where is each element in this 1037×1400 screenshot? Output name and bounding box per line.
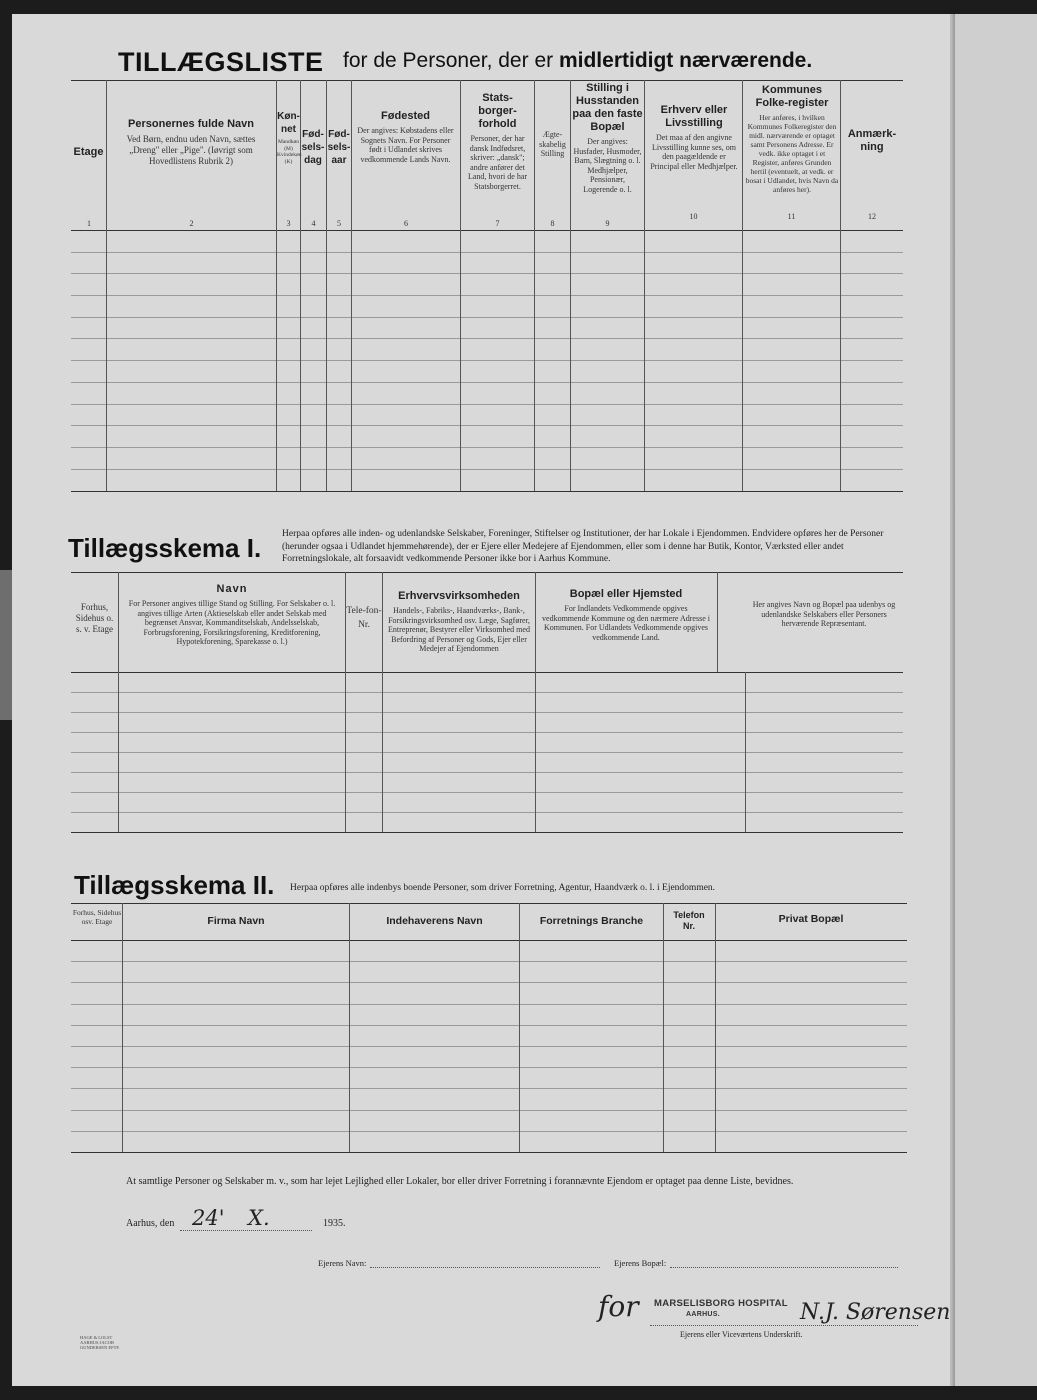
entry-row-line — [71, 317, 903, 318]
signature-prefix: for — [598, 1290, 639, 1323]
section-title-skema-2: Tillægsskema II. — [74, 870, 275, 900]
col-divider — [644, 80, 645, 491]
entry-row-line — [71, 1110, 907, 1111]
s1-header-name: Navn For Personer angives tillige Stand og Stilling. For Selskaber o. l. angives tillige Arten (Aktieselskab eller andet Selskab med begrænset Ansvar, Kommanditselskab, Andelsselskab, Forbrugsforening, Forsikringsforening, Kreditforening, Hypotekforening, Sparekasse o. l.) — [128, 583, 336, 646]
rule — [71, 832, 903, 833]
entry-row-line — [71, 360, 903, 361]
rule — [71, 230, 903, 231]
printer-mark: HAGE & LOLST AARHUS JACOB GUNDERSEN EFTF. — [80, 1335, 120, 1350]
entry-row-line — [71, 338, 903, 339]
hospital-stamp-line2: AARHUS. — [686, 1311, 720, 1318]
place-label: Aarhus, den — [126, 1218, 175, 1229]
signature-label: Ejerens eller Viceværtens Underskrift. — [680, 1330, 803, 1339]
facing-page — [955, 14, 1037, 1386]
rule — [71, 80, 903, 81]
entry-row-line — [71, 732, 903, 733]
rule — [71, 672, 903, 673]
entry-row-line — [71, 1046, 907, 1047]
owner-name-label: Ejerens Navn: — [318, 1258, 367, 1268]
entry-row-line — [71, 1067, 907, 1068]
s1-header-etage: Forhus, Sidehus o. s. v. Etage — [75, 602, 114, 634]
col-number: 9 — [605, 219, 610, 228]
col-number: 12 — [868, 212, 876, 221]
entry-row-line — [71, 792, 903, 793]
rule — [71, 491, 903, 492]
signature: N.J. Sørensen — [800, 1300, 951, 1325]
header-registry: Kommunes Folke-register Her anføres, i hvilken Kommunes Folkeregister den midl. nærværende er optaget samt Personens Adresse. Er vedk. ikke optaget i et Register, anføres Grunden hertil (eventuelt, at vedk. er bosat i Udlandet, hvis Navn da anføres her). — [745, 84, 839, 194]
owner-address-label: Ejerens Bopæl: — [614, 1258, 667, 1268]
page-subtitle — [343, 49, 812, 73]
s2-header-etage: Forhus, Sidehus osv. Etage — [72, 908, 122, 926]
owner-address-line — [670, 1267, 898, 1268]
entry-row-line — [71, 812, 903, 813]
col-number: 4 — [311, 219, 316, 228]
header-name: Personernes fulde Navn Ved Børn, endnu uden Navn, sættes „Dreng" eller „Pige". (Iøvrigt som Hovedlistens Rubrik 2) — [126, 118, 256, 166]
col-number: 7 — [495, 219, 500, 228]
header-remarks: Anmærk-ning — [847, 128, 897, 153]
col-divider — [535, 572, 536, 832]
entry-row-line — [71, 772, 903, 773]
entry-row-line — [71, 1025, 907, 1026]
date-line — [180, 1230, 312, 1231]
col-divider — [570, 80, 571, 491]
owner-name-line — [370, 1267, 600, 1268]
col-number: 11 — [787, 212, 796, 221]
entry-row-line — [71, 982, 907, 983]
col-divider — [122, 903, 123, 1152]
year-label: 1935. — [323, 1218, 346, 1229]
signature-line — [650, 1325, 918, 1326]
entry-row-line — [71, 692, 903, 693]
s1-header-business: Erhvervsvirksomheden Handels-, Fabriks-, Haandværks-, Bank-, Forsikringsvirksomhed osv. Læge, Sagfører, Entreprenør, Bestyrer eller Virksomhed med Befordring af Personer og Gods, Ejer eller Medejer af Ejendommen — [388, 590, 530, 653]
header-gender: Køn-net Mandkøn (M) Kvindekøn (K) — [277, 111, 302, 165]
entry-row-line — [71, 382, 903, 383]
col-divider — [717, 572, 718, 672]
col-divider — [663, 903, 664, 1152]
s2-header-firm: Firma Navn — [207, 915, 265, 927]
entry-row-line — [71, 1088, 907, 1089]
header-etage: Etage — [73, 146, 104, 158]
col-divider — [840, 80, 841, 491]
col-divider — [715, 903, 716, 1152]
subtitle-bold: midlertidigt nærværende. — [558, 49, 813, 72]
header-household: Stilling i Husstanden paa den faste Bopæl Der angives: Husfader, Husmoder, Barn, Slægtning o. l. Medhjælper, Pensionær, Logerende o. l. — [572, 82, 643, 194]
col-number: 8 — [550, 219, 555, 228]
entry-row-line — [71, 273, 903, 274]
col-divider — [351, 80, 352, 491]
s1-header-representative: Her angives Navn og Bopæl paa udenbys og udenlandske Selskabers eller Personers herværende Repræsentant. — [752, 600, 896, 628]
col-divider — [106, 80, 107, 491]
col-number: 1 — [87, 219, 91, 228]
entry-row-line — [71, 469, 903, 470]
col-number: 6 — [404, 219, 408, 228]
col-number: 3 — [286, 219, 291, 228]
skema-1-intro: Herpaa opføres alle inden- og udenlandske Selskaber, Foreninger, Stiftelser og Institutioner, der har Lokale i Ejendommen. Endvidere opføres her de Personer (herunder ogsaa i Udlandet hjemmehørende), der er Ejere eller Medejere af Ejendommen, eller som i denne har Butik, Kontor, Værksted eller andet Forretningslokale, alt forsaavidt vedkommende Personer ikke bor i Aarhus Kommune. — [282, 529, 884, 564]
col-divider — [745, 672, 746, 832]
col-number: 2 — [189, 219, 194, 228]
header-citizenship: Stats-borger-forhold Personer, der har dansk Indfødsret, skriver: „dansk"; andre anfører det Land, hvori de har Statsborgerret. — [467, 92, 528, 191]
col-divider — [349, 903, 350, 1152]
s2-header-owner: Indehaverens Navn — [386, 915, 483, 927]
header-birthday: Fød-sels-dag — [301, 129, 325, 166]
subtitle-text: for de Personer, der er — [343, 49, 554, 72]
entry-row-line — [71, 1004, 907, 1005]
col-number: 10 — [689, 212, 698, 221]
s2-header-branch: Forretnings Branche — [539, 915, 644, 927]
s1-header-phone: Tele-fon-Nr. — [346, 606, 382, 630]
entry-row-line — [71, 425, 903, 426]
section-title-skema-1: Tillægsskema I. — [68, 533, 262, 563]
skema-2-intro: Herpaa opføres alle indenbys boende Personer, som driver Forretning, Agentur, Haandværk o. l. i Ejendommen. — [290, 883, 716, 893]
s1-header-residence: Bopæl eller Hjemsted For Indlandets Vedkommende opgives vedkommende Kommune og den nærmere Adresse i Kommunen. For Udlandets Vedkommende opgives vedkommende Land. — [542, 588, 710, 642]
entry-row-line — [71, 1131, 907, 1132]
handwritten-day: 24' — [192, 1206, 225, 1230]
col-divider — [382, 572, 383, 832]
hospital-stamp-line1: MARSELISBORG HOSPITAL — [654, 1298, 788, 1309]
rule — [71, 940, 907, 941]
rule — [71, 1152, 907, 1153]
entry-row-line — [71, 404, 903, 405]
header-birthplace: Fødested Der angives: Købstadens eller Sognets Navn. For Personer født i Udlandet skrives vedkommende Lands Navn. — [357, 110, 454, 164]
rule — [71, 903, 907, 904]
entry-row-line — [71, 752, 903, 753]
rule — [71, 572, 903, 573]
col-divider — [460, 80, 461, 491]
col-number: 5 — [337, 219, 341, 228]
header-occupation: Erhverv eller Livsstilling Det maa af den angivne Livsstilling kunne ses, om den paagældende er Principal eller Medhjælper. — [650, 104, 738, 171]
handwritten-month: X. — [248, 1206, 270, 1230]
col-divider — [519, 903, 520, 1152]
entry-row-line — [71, 961, 907, 962]
col-divider — [118, 572, 119, 832]
s2-header-phone: Telefon Nr. — [673, 910, 705, 931]
col-divider — [742, 80, 743, 491]
s2-header-address: Privat Bopæl — [778, 913, 844, 925]
entry-row-line — [71, 295, 903, 296]
page-title: TILLÆGSLISTE — [118, 47, 324, 77]
header-birthyear: Fød-sels-aar — [327, 129, 351, 166]
entry-row-line — [71, 252, 903, 253]
entry-row-line — [71, 712, 903, 713]
header-marital: Ægte-skabelig Stilling — [539, 130, 566, 158]
attestation-text: At samtlige Personer og Selskaber m. v., som har lejet Lejlighed eller Lokaler, bor eller driver Forretning i forannævnte Ejendom er optaget paa denne Liste, bevidnes. — [126, 1176, 794, 1187]
entry-row-line — [71, 447, 903, 448]
